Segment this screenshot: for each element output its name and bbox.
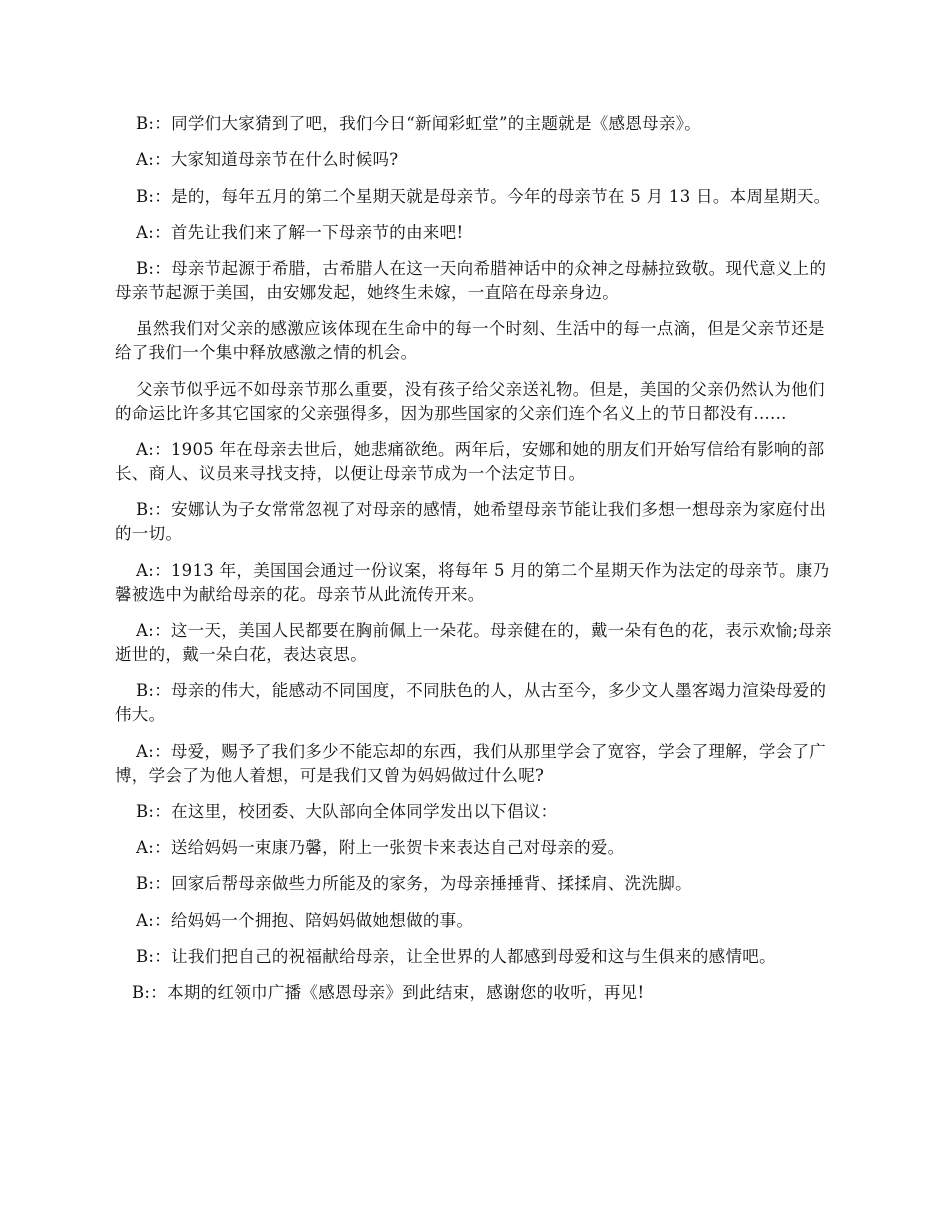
paragraph-19: B:：本期的红领巾广播《感恩母亲》到此结束，感谢您的收听，再见! <box>132 983 645 1003</box>
document-body <box>115 112 835 1018</box>
paragraph-9: B:：安娜认为子女常常忽视了对母亲的感情，她希望母亲节能让我们多想一想母亲为家庭付出的一切。 <box>115 500 827 544</box>
paragraph-5: B:：母亲节起源于希腊，古希腊人在这一天向希腊神话中的众神之母赫拉致敬。现代意义上的母亲节起源于美国，由安娜发起，她终生未嫁，一直陪在母亲身边。 <box>115 259 827 303</box>
paragraph-2: A:：大家知道母亲节在什么时候吗? <box>136 150 399 170</box>
paragraph-8: A:：1905 年在母亲去世后，她悲痛欲绝。两年后，安娜和她的朋友们开始写信给有影响的部长、商人、议员来寻找支持，以便让母亲节成为一个法定节日。 <box>115 440 825 484</box>
paragraph-11: A:：这一天，美国人民都要在胸前佩上一朵花。母亲健在的，戴一朵有色的花，表示欢愉;母亲逝世的，戴一朵白花，表达哀思。 <box>115 620 832 664</box>
paragraph-13: A:：母爱，赐予了我们多少不能忘却的东西，我们从那里学会了宽容，学会了理解，学会了广博，学会了为他人着想，可是我们又曾为妈妈做过什么呢? <box>115 741 827 785</box>
paragraph-6: 虽然我们对父亲的感激应该体现在生命中的每一个时刻、生活中的每一点滴，但是父亲节还是给了我们一个集中释放感激之情的机会。 <box>115 319 825 363</box>
paragraph-4: A:：首先让我们来了解一下母亲节的由来吧! <box>136 222 464 242</box>
paragraph-7: 父亲节似乎远不如母亲节那么重要，没有孩子给父亲送礼物。但是，美国的父亲仍然认为他们的命运比许多其它国家的父亲强得多，因为那些国家的父亲们连个名义上的节日都没有...... <box>115 379 825 423</box>
paragraph-15: A:：送给妈妈一束康乃馨，附上一张贺卡来表达自己对母亲的爱。 <box>136 838 625 858</box>
paragraph-12: B:：母亲的伟大，能感动不同国度，不同肤色的人，从古至今，多少文人墨客竭力渲染母爱的伟大。 <box>115 681 827 725</box>
paragraph-10: A:：1913 年，美国国会通过一份议案，将每年 5 月的第二个星期天作为法定的母亲节。康乃馨被选中为献给母亲的花。母亲节从此流传开来。 <box>115 560 830 604</box>
paragraph-16: B:：回家后帮母亲做些力所能及的家务，为母亲捶捶背、揉揉肩、洗洗脚。 <box>136 874 692 894</box>
paragraph-1: B:：同学们大家猜到了吧，我们今日“新闻彩虹堂”的主题就是《感恩母亲》。 <box>136 114 702 133</box>
paragraph-17: A:：给妈妈一个拥抱、陪妈妈做她想做的事。 <box>136 910 474 930</box>
paragraph-3: B:：是的，每年五月的第二个星期天就是母亲节。今年的母亲节在 5 月 13 日。本周星期天。 <box>136 186 831 206</box>
paragraph-18: B:：让我们把自己的祝福献给母亲，让全世界的人都感到母爱和这与生俱来的感情吧。 <box>136 947 776 967</box>
paragraph-14: B:：在这里，校团委、大队部向全体同学发出以下倡议： <box>136 801 558 821</box>
